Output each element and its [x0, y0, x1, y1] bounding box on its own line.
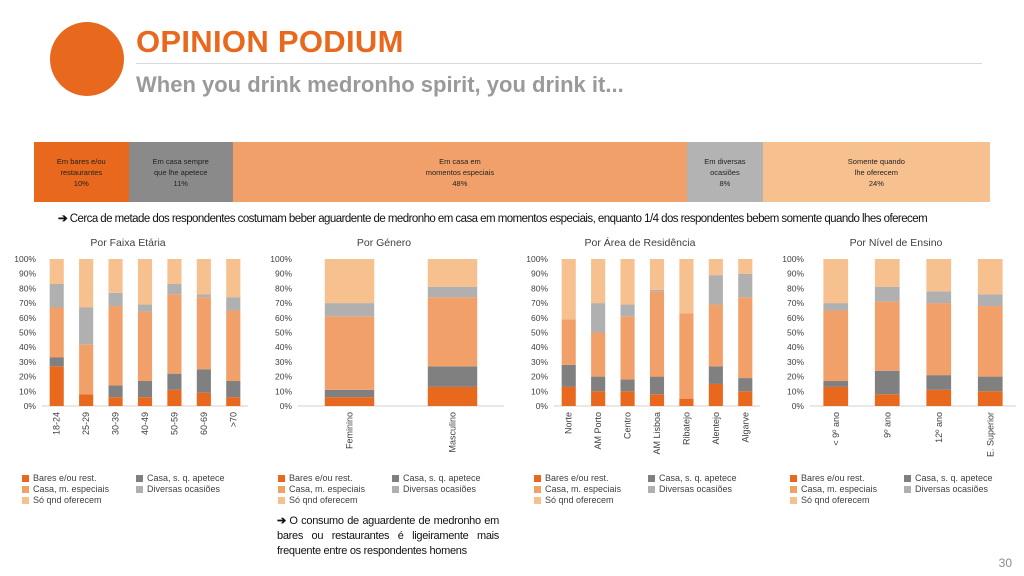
bar-segment: [621, 316, 635, 379]
category-label: Alentejo: [710, 412, 721, 445]
bar-segment: [109, 306, 123, 385]
bar-segment: [823, 387, 848, 406]
legend-label: Bares e/ou rest.: [289, 473, 353, 483]
bar-segment: [650, 291, 664, 376]
bar-segment: [738, 297, 752, 378]
legend-item: [790, 473, 865, 483]
legend-item: [648, 473, 737, 483]
y-tick-label: 50%: [786, 327, 804, 338]
legend-item: [534, 473, 609, 483]
summary-stacked-bar: [34, 142, 990, 202]
category-label: 12º ano: [933, 412, 944, 443]
legend-label: Diversas ocasiões: [147, 484, 221, 494]
y-tick-label: 10%: [530, 386, 548, 397]
bar-segment: [79, 344, 93, 394]
legend-label: Casa, m. especiais: [545, 484, 622, 494]
chart-area-residencia: [512, 233, 768, 533]
legend-swatch: [136, 475, 143, 482]
legend-item: [22, 473, 97, 483]
summary-segment-label: Em casa em momentos especiais 48%: [425, 156, 495, 188]
legend-swatch: [392, 475, 399, 482]
bar-segment: [591, 259, 605, 303]
legend-label: Casa, s. q. apetece: [147, 473, 225, 483]
legend-swatch: [278, 486, 285, 493]
bar-segment: [167, 294, 181, 373]
bar-segment: [50, 357, 64, 366]
bar-segment: [50, 308, 64, 358]
legend-swatch: [648, 486, 655, 493]
category-label: Masculino: [447, 412, 458, 453]
category-label: Centro: [622, 412, 633, 440]
bar-segment: [428, 259, 477, 287]
legend-item: [790, 484, 877, 494]
bar-segment: [562, 319, 576, 365]
bar-segment: [138, 305, 152, 312]
legend-label: Só qnd oferecem: [801, 495, 870, 505]
bar-segment: [709, 259, 723, 275]
bar-segment: [679, 399, 693, 406]
bar-segment: [926, 303, 951, 375]
y-tick-label: 10%: [18, 386, 36, 397]
legend-item: [278, 484, 365, 494]
bar-segment: [621, 380, 635, 392]
y-tick-label: 70%: [786, 298, 804, 309]
bar-segment: [197, 369, 211, 393]
bar-segment: [978, 391, 1003, 406]
bar-segment: [109, 397, 123, 406]
category-label: 18-24: [51, 412, 62, 436]
bar-segment: [325, 397, 374, 406]
bar-segment: [167, 374, 181, 390]
y-tick-label: 30%: [530, 356, 548, 367]
category-label: 30-39: [110, 412, 121, 436]
bar-segment: [167, 390, 181, 406]
bar-segment: [428, 297, 477, 366]
bar-segment: [621, 391, 635, 406]
bar-segment: [428, 366, 477, 387]
legend-swatch: [278, 475, 285, 482]
summary-segment: [129, 142, 233, 202]
summary-segment-label: Em diversas ocasiões 8%: [704, 156, 746, 188]
bar-segment: [709, 305, 723, 367]
legend-swatch: [278, 497, 285, 504]
category-label: 25-29: [81, 412, 92, 436]
y-tick-label: 80%: [530, 283, 548, 294]
bar-segment: [325, 390, 374, 397]
chart-title: Por Área de Residência: [584, 237, 696, 249]
category-label: Norte: [563, 412, 574, 435]
bar-segment: [50, 284, 64, 308]
category-label: E. Superior: [985, 412, 996, 458]
legend-swatch: [904, 475, 911, 482]
page-number: 30: [998, 556, 1012, 570]
legend-item: [22, 495, 102, 505]
category-label: 9º ano: [882, 412, 893, 438]
category-label: Ribatejo: [681, 412, 692, 446]
bar-segment: [591, 303, 605, 332]
bar-segment: [621, 259, 635, 305]
legend-item: [904, 484, 988, 494]
bar-segment: [226, 259, 240, 297]
bar-segment: [138, 397, 152, 406]
y-tick-label: 40%: [274, 342, 292, 353]
bar-segment: [650, 259, 664, 290]
arrow-right-icon: ➔: [58, 213, 70, 225]
bar-segment: [823, 310, 848, 381]
legend-swatch: [904, 486, 911, 493]
bar-segment: [650, 377, 664, 395]
chart-title: Por Género: [356, 237, 412, 249]
bar-segment: [591, 333, 605, 377]
bar-segment: [978, 259, 1003, 294]
y-tick-label: 90%: [530, 268, 548, 279]
y-tick-label: 60%: [530, 312, 548, 323]
bar-segment: [875, 259, 900, 287]
bar-segment: [138, 381, 152, 397]
chart-title: Por Faixa Etária: [90, 237, 166, 249]
bar-segment: [738, 391, 752, 406]
legend-label: Casa, m. especiais: [289, 484, 366, 494]
summary-note: [58, 211, 927, 225]
legend-label: Diversas ocasiões: [403, 484, 477, 494]
y-tick-label: 40%: [530, 342, 548, 353]
bar-segment: [325, 259, 374, 303]
bar-segment: [562, 365, 576, 387]
legend-item: [278, 473, 353, 483]
y-tick-label: 100%: [270, 254, 292, 264]
bar-segment: [50, 366, 64, 406]
y-tick-label: 20%: [274, 371, 292, 382]
legend-swatch: [534, 475, 541, 482]
legend-swatch: [534, 497, 541, 504]
bar-segment: [679, 259, 693, 313]
category-label: Feminino: [344, 412, 355, 450]
y-tick-label: 0%: [791, 401, 804, 411]
bar-segment: [79, 308, 93, 345]
bar-segment: [926, 259, 951, 291]
summary-segment: [763, 142, 990, 202]
y-tick-label: 60%: [786, 312, 804, 323]
category-label: 60-69: [198, 412, 209, 436]
bar-segment: [79, 394, 93, 406]
y-tick-label: 40%: [786, 342, 804, 353]
legend-label: Só qnd oferecem: [33, 495, 102, 505]
chart-plot: [768, 233, 1024, 469]
y-tick-label: 70%: [274, 298, 292, 309]
bar-segment: [226, 310, 240, 381]
bar-segment: [738, 259, 752, 274]
y-tick-label: 50%: [18, 327, 36, 338]
bar-segment: [562, 387, 576, 406]
page-title: OPINION PODIUM: [136, 24, 404, 59]
bar-segment: [978, 306, 1003, 377]
bar-segment: [325, 316, 374, 390]
bar-segment: [926, 375, 951, 390]
y-tick-label: 100%: [14, 254, 36, 264]
bar-segment: [325, 303, 374, 316]
legend-label: Casa, m. especiais: [33, 484, 110, 494]
bar-segment: [138, 259, 152, 305]
bar-segment: [197, 259, 211, 294]
y-tick-label: 100%: [526, 254, 548, 264]
bar-segment: [875, 287, 900, 302]
chart-faixa-etaria: [0, 233, 256, 533]
legend-item: [904, 473, 993, 483]
chart-plot: [512, 233, 768, 469]
category-label: 40-49: [140, 412, 150, 436]
summary-segment-label: Em bares e/ou restaurantes 10%: [56, 156, 106, 188]
y-tick-label: 10%: [786, 386, 804, 397]
category-label: AM Porto: [593, 412, 604, 450]
category-label: >70: [228, 412, 239, 428]
category-label: AM Lisboa: [652, 412, 662, 455]
legend-label: Casa, s. q. apetece: [915, 473, 993, 483]
y-tick-label: 70%: [18, 298, 36, 309]
legend-swatch: [534, 486, 541, 493]
legend-item: [136, 484, 220, 494]
y-tick-label: 90%: [18, 268, 36, 279]
bar-segment: [875, 394, 900, 406]
y-tick-label: 80%: [274, 283, 292, 294]
legend-label: Bares e/ou rest.: [33, 473, 97, 483]
bar-segment: [138, 312, 152, 381]
legend-item: [392, 473, 481, 483]
legend-item: [534, 495, 614, 505]
y-tick-label: 20%: [18, 371, 36, 382]
bar-segment: [823, 381, 848, 387]
bar-segment: [709, 366, 723, 384]
y-tick-label: 40%: [18, 342, 36, 353]
chart-genero: [256, 233, 512, 533]
bar-segment: [709, 275, 723, 304]
title-divider: [136, 63, 982, 64]
bar-segment: [738, 378, 752, 391]
y-tick-label: 60%: [274, 312, 292, 323]
bar-segment: [926, 390, 951, 406]
legend-label: Diversas ocasiões: [915, 484, 989, 494]
bar-segment: [709, 384, 723, 406]
legend-label: Diversas ocasiões: [659, 484, 733, 494]
legend-item: [136, 473, 225, 483]
y-tick-label: 0%: [535, 401, 548, 411]
legend-swatch: [136, 486, 143, 493]
y-tick-label: 80%: [18, 283, 36, 294]
bar-segment: [650, 394, 664, 406]
bar-segment: [679, 313, 693, 398]
legend-swatch: [22, 475, 29, 482]
category-label: 50-59: [169, 412, 180, 436]
y-tick-label: 30%: [786, 356, 804, 367]
legend-swatch: [648, 475, 655, 482]
category-label: < 9º ano: [830, 412, 841, 446]
y-tick-label: 50%: [530, 327, 548, 338]
summary-segment: [687, 142, 763, 202]
chart-title: Por Nível de Ensino: [849, 237, 943, 249]
y-tick-label: 30%: [18, 356, 36, 367]
bar-segment: [167, 259, 181, 284]
bar-segment: [591, 377, 605, 392]
legend-label: Só qnd oferecem: [289, 495, 358, 505]
bar-segment: [823, 259, 848, 303]
gender-note: [277, 514, 499, 559]
category-label: Algarve: [740, 412, 751, 443]
chart-nivel-ensino: [768, 233, 1024, 533]
bar-segment: [226, 297, 240, 310]
bar-segment: [978, 377, 1003, 392]
bar-segment: [650, 290, 664, 291]
legend-swatch: [22, 486, 29, 493]
bar-segment: [621, 305, 635, 317]
legend-item: [534, 484, 621, 494]
legend-label: Bares e/ou rest.: [545, 473, 609, 483]
bar-segment: [875, 371, 900, 395]
legend-label: Casa, m. especiais: [801, 484, 878, 494]
legend-label: Casa, s. q. apetece: [659, 473, 737, 483]
bar-segment: [738, 274, 752, 298]
y-tick-label: 20%: [786, 371, 804, 382]
bar-segment: [428, 387, 477, 406]
y-tick-label: 50%: [274, 327, 292, 338]
legend-label: Só qnd oferecem: [545, 495, 614, 505]
y-tick-label: 0%: [23, 401, 36, 411]
chart-plot: [0, 233, 256, 469]
y-tick-label: 90%: [786, 268, 804, 279]
bar-segment: [50, 259, 64, 284]
bar-segment: [197, 393, 211, 406]
bar-segment: [109, 385, 123, 397]
bar-segment: [591, 391, 605, 406]
bar-segment: [197, 294, 211, 297]
summary-segment: [233, 142, 687, 202]
summary-segment-label: Em casa sempre que lhe apetece 11%: [152, 156, 209, 188]
y-tick-label: 80%: [786, 283, 804, 294]
bar-segment: [978, 294, 1003, 306]
bar-segment: [926, 291, 951, 303]
y-tick-label: 70%: [530, 298, 548, 309]
bar-segment: [197, 297, 211, 369]
legend-swatch: [790, 475, 797, 482]
legend-swatch: [790, 486, 797, 493]
y-tick-label: 90%: [274, 268, 292, 279]
bar-segment: [823, 303, 848, 310]
bar-segment: [226, 397, 240, 406]
y-tick-label: 60%: [18, 312, 36, 323]
y-tick-label: 20%: [530, 371, 548, 382]
legend-swatch: [392, 486, 399, 493]
bar-segment: [875, 302, 900, 371]
y-tick-label: 30%: [274, 356, 292, 367]
bar-segment: [226, 381, 240, 397]
bar-segment: [109, 293, 123, 306]
summary-note-text: Cerca de metade dos respondentes costumam beber aguardente de medronho em casa em momentos especiais, enquanto 1/4 dos respondentes bebem somente quando lhes oferecem: [69, 213, 928, 225]
y-tick-label: 100%: [782, 254, 804, 264]
legend-item: [790, 495, 870, 505]
y-tick-label: 10%: [274, 386, 292, 397]
legend-label: Bares e/ou rest.: [801, 473, 865, 483]
chart-plot: [256, 233, 512, 469]
bar-segment: [109, 259, 123, 293]
legend-swatch: [790, 497, 797, 504]
summary-segment: [34, 142, 129, 202]
legend-item: [22, 484, 109, 494]
legend-label: Casa, s. q. apetece: [403, 473, 481, 483]
legend-swatch: [22, 497, 29, 504]
y-tick-label: 0%: [279, 401, 292, 411]
page-subtitle: When you drink medronho spirit, you drink it...: [136, 72, 624, 97]
legend-item: [392, 484, 476, 494]
summary-segment-label: Somente quando lhe oferecem 24%: [847, 156, 905, 188]
bar-segment: [167, 284, 181, 294]
gender-note-text: O consumo de aguardente de medronho em bares ou restaurantes é ligeiramente mais frequente entre os respondentes homens: [277, 515, 499, 557]
bar-segment: [79, 259, 93, 308]
decorative-circle: [50, 22, 124, 96]
legend-item: [278, 495, 358, 505]
legend-item: [648, 484, 732, 494]
bar-segment: [428, 287, 477, 297]
arrow-right-icon: ➔: [277, 515, 290, 527]
bar-segment: [562, 259, 576, 319]
